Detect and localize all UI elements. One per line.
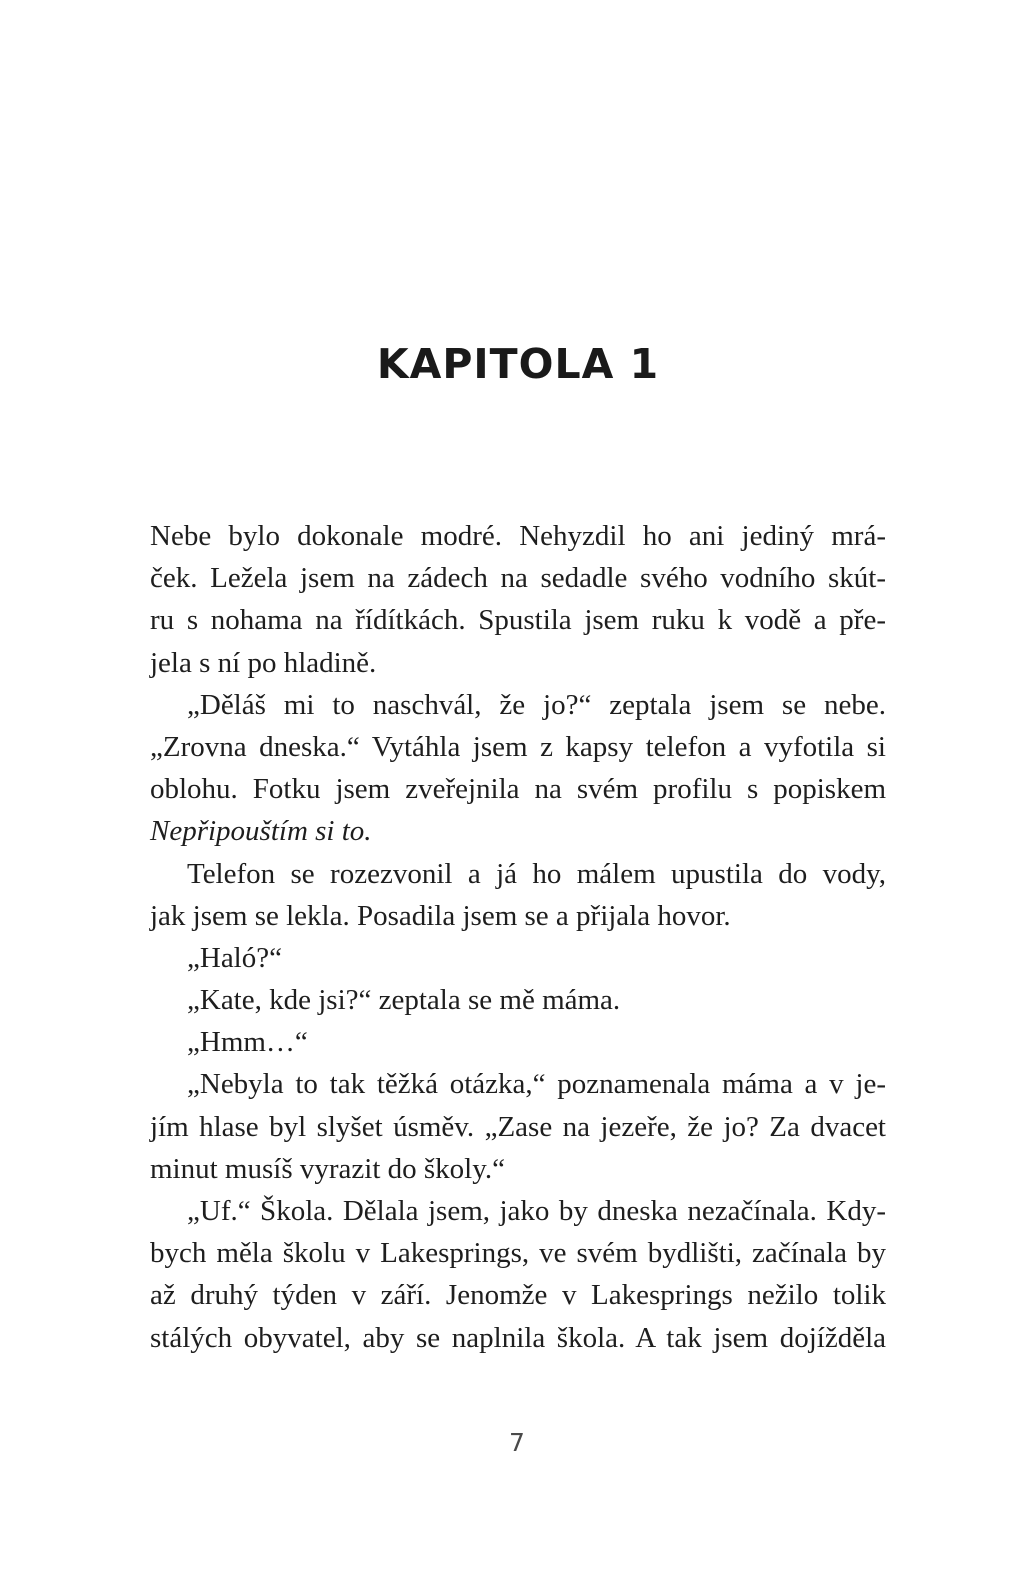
text-line: Telefon se rozezvonil a já ho málem upustila do vody, <box>187 857 886 890</box>
text-line: oblohu. Fotku jsem zveřejnila na svém profilu s popiskem <box>150 773 886 806</box>
text-line: jak jsem se lekla. Posadila jsem se a přijala hovor. <box>150 899 731 932</box>
text-line: „Zrovna dneska.“ Vytáhla jsem z kapsy telefon a vyfotila si <box>150 730 886 763</box>
text-line: ček. Ležela jsem na zádech na sedadle svého vodního skút- <box>150 562 886 595</box>
text-line: jím hlase byl slyšet úsměv. „Zase na jezeře, že jo? Za dvacet <box>150 1110 886 1143</box>
text-line: stálých obyvatel, aby se naplnila škola. A tak jsem dojížděla <box>150 1321 886 1354</box>
text-line: „Děláš mi to naschvál, že jo?“ zeptala jsem se nebe. <box>187 688 886 721</box>
text-line: bych měla školu v Lakesprings, ve svém bydlišti, začínala by <box>150 1237 886 1270</box>
chapter-title: KAPITOLA 1 <box>376 340 660 388</box>
text-line: „Uf.“ Škola. Dělala jsem, jako by dneska nezačínala. Kdy- <box>187 1195 886 1227</box>
text-line: jela s ní po hladině. <box>150 646 377 679</box>
text-line: „Nebyla to tak těžká otázka,“ poznamenala máma a v je- <box>187 1068 886 1101</box>
text-line: „Haló?“ <box>187 941 282 974</box>
text-line: Nepřipouštím si to. <box>150 815 372 848</box>
text-line: „Hmm…“ <box>187 1026 308 1059</box>
text-line: až druhý týden v září. Jenomže v Lakesprings nežilo tolik <box>150 1279 886 1312</box>
text-line: „Kate, kde jsi?“ zeptala se mě máma. <box>187 984 621 1017</box>
body-text <box>150 515 886 1359</box>
text-line: ru s nohama na řídítkách. Spustila jsem ruku k vodě a pře- <box>150 604 886 637</box>
text-line: Nebe bylo dokonale modré. Nehyzdil ho ani jediný mrá- <box>150 520 886 552</box>
page-number: 7 <box>509 1428 525 1457</box>
text-line: minut musíš vyrazit do školy.“ <box>150 1152 505 1185</box>
